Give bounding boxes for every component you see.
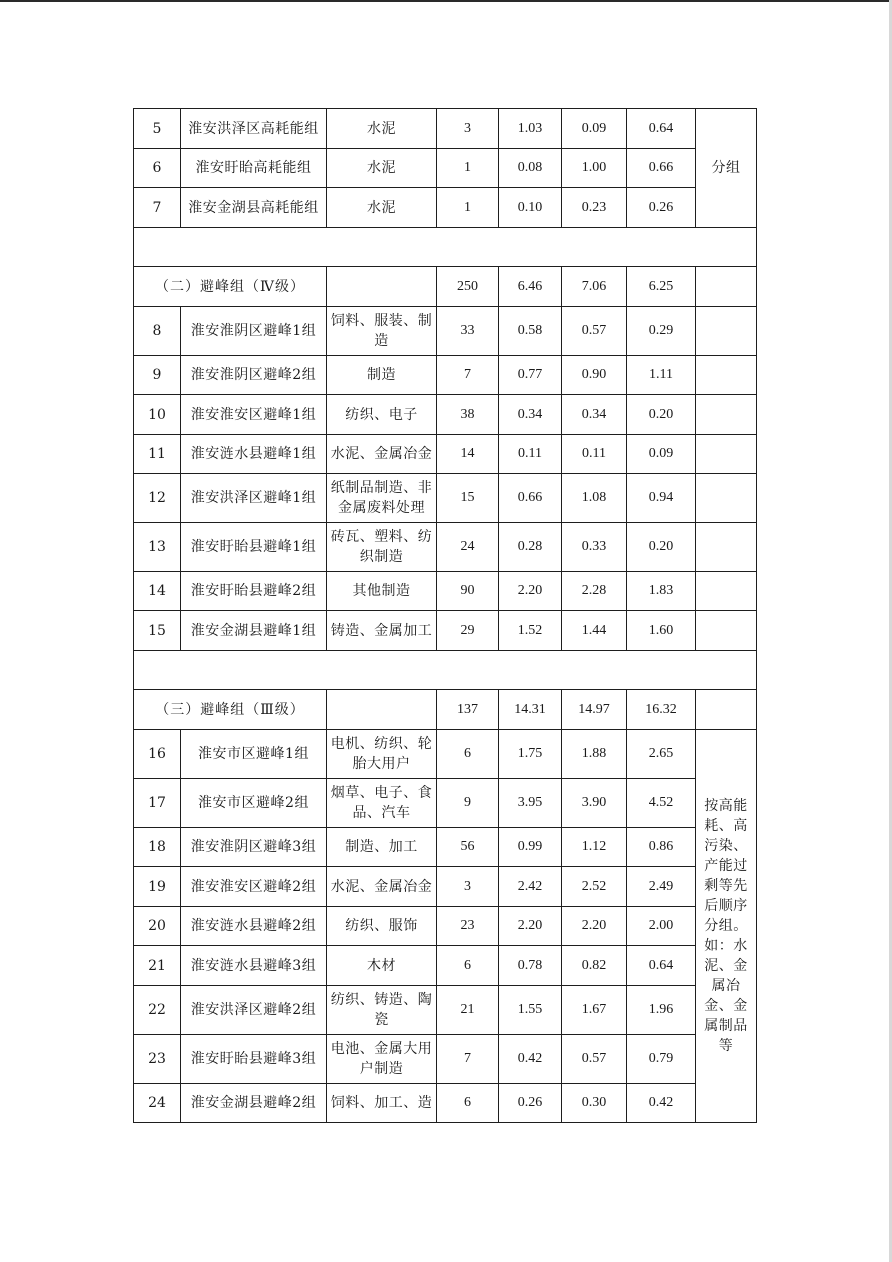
value-3: 2.49: [627, 867, 696, 907]
industry: 制造、加工: [327, 828, 437, 867]
industry: 纺织、铸造、陶瓷: [327, 986, 437, 1035]
value-2: 1.08: [562, 474, 627, 523]
value-2: 1.44: [562, 611, 627, 651]
value-3: 1.96: [627, 986, 696, 1035]
row-number: 22: [134, 986, 181, 1035]
row-number: 5: [134, 109, 181, 149]
empty-cell: [696, 572, 757, 611]
user-count: 38: [437, 395, 499, 435]
empty-cell: [696, 307, 757, 356]
table-row: [134, 435, 757, 474]
row-number: 17: [134, 779, 181, 828]
industry: 水泥、金属冶金: [327, 435, 437, 474]
industry: 砖瓦、塑料、纺织制造: [327, 523, 437, 572]
group-name: 淮安淮安区避峰2组: [181, 867, 327, 907]
industry: 电池、金属大用户制造: [327, 1035, 437, 1084]
value-1: 0.66: [499, 474, 562, 523]
value-2: 0.11: [562, 435, 627, 474]
user-count: 6: [437, 1084, 499, 1123]
group-name: 淮安涟水县避峰2组: [181, 907, 327, 946]
user-count: 3: [437, 109, 499, 149]
group-name: 淮安涟水县避峰1组: [181, 435, 327, 474]
remark: 按高能耗、高污染、产能过剩等先后顺序分组。如：水泥、金属冶金、金属制品等: [696, 730, 757, 1123]
table-row: [134, 828, 757, 867]
table-row: [134, 474, 757, 523]
group-name: 淮安涟水县避峰3组: [181, 946, 327, 986]
value-2: 1.00: [562, 149, 627, 188]
user-count: 6: [437, 946, 499, 986]
value-2: 0.34: [562, 395, 627, 435]
group-name: 淮安盱眙高耗能组: [181, 149, 327, 188]
industry: 制造: [327, 356, 437, 395]
industry: 纺织、服饰: [327, 907, 437, 946]
group-label: （三）避峰组（Ⅲ级）: [134, 690, 327, 730]
group-name: 淮安洪泽区避峰2组: [181, 986, 327, 1035]
value-3: 0.64: [627, 946, 696, 986]
row-number: 19: [134, 867, 181, 907]
group-name: 淮安市区避峰2组: [181, 779, 327, 828]
user-count: 29: [437, 611, 499, 651]
empty-cell: [696, 395, 757, 435]
value-2: 1.88: [562, 730, 627, 779]
value-3: 0.66: [627, 149, 696, 188]
group-name: 淮安金湖县避峰1组: [181, 611, 327, 651]
row-number: 11: [134, 435, 181, 474]
value-3: 4.52: [627, 779, 696, 828]
value-3: 0.20: [627, 395, 696, 435]
value-2: 0.23: [562, 188, 627, 228]
value-3: 0.86: [627, 828, 696, 867]
group-name: 淮安金湖县高耗能组: [181, 188, 327, 228]
user-count: 6: [437, 730, 499, 779]
value-3: 0.29: [627, 307, 696, 356]
remark: 分组: [696, 109, 757, 228]
group-value-2: 14.97: [562, 690, 627, 730]
value-2: 0.82: [562, 946, 627, 986]
industry: 纸制品制造、非金属废料处理: [327, 474, 437, 523]
row-number: 16: [134, 730, 181, 779]
row-number: 12: [134, 474, 181, 523]
value-3: 0.09: [627, 435, 696, 474]
value-1: 0.10: [499, 188, 562, 228]
table-row: [134, 523, 757, 572]
industry: 纺织、电子: [327, 395, 437, 435]
value-1: 1.75: [499, 730, 562, 779]
empty-cell: [134, 651, 757, 690]
user-count: 1: [437, 149, 499, 188]
group-name: 淮安淮阴区避峰3组: [181, 828, 327, 867]
industry: 其他制造: [327, 572, 437, 611]
value-1: 2.42: [499, 867, 562, 907]
industry: 饲料、服装、制造: [327, 307, 437, 356]
value-1: 0.34: [499, 395, 562, 435]
user-count: 3: [437, 867, 499, 907]
user-count: 90: [437, 572, 499, 611]
empty-cell: [696, 435, 757, 474]
industry: 水泥: [327, 109, 437, 149]
group-name: 淮安淮安区避峰1组: [181, 395, 327, 435]
value-3: 0.94: [627, 474, 696, 523]
group-name: 淮安金湖县避峰2组: [181, 1084, 327, 1123]
table-row: [134, 109, 757, 149]
industry: 水泥: [327, 188, 437, 228]
row-number: 10: [134, 395, 181, 435]
value-1: 0.58: [499, 307, 562, 356]
spacer-row: [134, 228, 757, 267]
user-count: 9: [437, 779, 499, 828]
industry: 烟草、电子、食品、汽车: [327, 779, 437, 828]
value-1: 0.26: [499, 1084, 562, 1123]
load-group-table: [133, 108, 757, 1123]
empty-cell: [696, 611, 757, 651]
value-1: 2.20: [499, 572, 562, 611]
empty-cell: [327, 690, 437, 730]
value-1: 0.08: [499, 149, 562, 188]
group-header-row: [134, 267, 757, 307]
value-1: 1.52: [499, 611, 562, 651]
user-count: 7: [437, 1035, 499, 1084]
table-row: [134, 395, 757, 435]
row-number: 6: [134, 149, 181, 188]
table-row: [134, 779, 757, 828]
empty-cell: [696, 267, 757, 307]
value-3: 2.00: [627, 907, 696, 946]
value-1: 0.78: [499, 946, 562, 986]
value-1: 2.20: [499, 907, 562, 946]
table-row: [134, 730, 757, 779]
value-1: 0.99: [499, 828, 562, 867]
group-name: 淮安洪泽区避峰1组: [181, 474, 327, 523]
empty-cell: [134, 228, 757, 267]
row-number: 13: [134, 523, 181, 572]
group-value-3: 16.32: [627, 690, 696, 730]
group-name: 淮安盱眙县避峰2组: [181, 572, 327, 611]
table-row: [134, 188, 757, 228]
group-name: 淮安市区避峰1组: [181, 730, 327, 779]
row-number: 20: [134, 907, 181, 946]
table-row: [134, 356, 757, 395]
table-row: [134, 611, 757, 651]
value-1: 0.11: [499, 435, 562, 474]
group-value-2: 7.06: [562, 267, 627, 307]
row-number: 9: [134, 356, 181, 395]
empty-cell: [696, 474, 757, 523]
group-value-3: 6.25: [627, 267, 696, 307]
group-name: 淮安淮阴区避峰1组: [181, 307, 327, 356]
row-number: 21: [134, 946, 181, 986]
value-3: 1.11: [627, 356, 696, 395]
value-3: 0.26: [627, 188, 696, 228]
table-row: [134, 1084, 757, 1123]
user-count: 14: [437, 435, 499, 474]
table-row: [134, 307, 757, 356]
group-label: （二）避峰组（Ⅳ级）: [134, 267, 327, 307]
table-row: [134, 986, 757, 1035]
empty-cell: [696, 356, 757, 395]
value-1: 3.95: [499, 779, 562, 828]
group-value-1: 14.31: [499, 690, 562, 730]
value-2: 0.57: [562, 1035, 627, 1084]
group-count: 137: [437, 690, 499, 730]
industry: 饲料、加工、造: [327, 1084, 437, 1123]
value-2: 1.12: [562, 828, 627, 867]
user-count: 1: [437, 188, 499, 228]
table-row: [134, 867, 757, 907]
empty-cell: [696, 690, 757, 730]
value-2: 0.33: [562, 523, 627, 572]
value-2: 1.67: [562, 986, 627, 1035]
value-2: 0.30: [562, 1084, 627, 1123]
value-3: 1.83: [627, 572, 696, 611]
user-count: 15: [437, 474, 499, 523]
value-3: 1.60: [627, 611, 696, 651]
table-row: [134, 572, 757, 611]
group-name: 淮安盱眙县避峰3组: [181, 1035, 327, 1084]
user-count: 56: [437, 828, 499, 867]
value-3: 0.20: [627, 523, 696, 572]
value-2: 0.57: [562, 307, 627, 356]
value-3: 0.79: [627, 1035, 696, 1084]
row-number: 24: [134, 1084, 181, 1123]
user-count: 7: [437, 356, 499, 395]
industry: 木材: [327, 946, 437, 986]
page-top-border: [0, 0, 892, 2]
industry: 电机、纺织、轮胎大用户: [327, 730, 437, 779]
value-1: 1.55: [499, 986, 562, 1035]
group-name: 淮安洪泽区高耗能组: [181, 109, 327, 149]
value-3: 0.64: [627, 109, 696, 149]
row-number: 18: [134, 828, 181, 867]
user-count: 24: [437, 523, 499, 572]
empty-cell: [327, 267, 437, 307]
value-2: 3.90: [562, 779, 627, 828]
row-number: 23: [134, 1035, 181, 1084]
group-count: 250: [437, 267, 499, 307]
value-1: 0.28: [499, 523, 562, 572]
value-2: 0.09: [562, 109, 627, 149]
industry: 水泥: [327, 149, 437, 188]
user-count: 33: [437, 307, 499, 356]
industry: 水泥、金属冶金: [327, 867, 437, 907]
group-header-row: [134, 690, 757, 730]
user-count: 23: [437, 907, 499, 946]
value-3: 2.65: [627, 730, 696, 779]
value-2: 2.52: [562, 867, 627, 907]
group-name: 淮安盱眙县避峰1组: [181, 523, 327, 572]
value-2: 2.20: [562, 907, 627, 946]
value-2: 0.90: [562, 356, 627, 395]
table-row: [134, 946, 757, 986]
table-row: [134, 149, 757, 188]
row-number: 8: [134, 307, 181, 356]
group-name: 淮安淮阴区避峰2组: [181, 356, 327, 395]
empty-cell: [696, 523, 757, 572]
user-count: 21: [437, 986, 499, 1035]
value-2: 2.28: [562, 572, 627, 611]
row-number: 7: [134, 188, 181, 228]
row-number: 15: [134, 611, 181, 651]
value-1: 0.77: [499, 356, 562, 395]
industry: 铸造、金属加工: [327, 611, 437, 651]
value-3: 0.42: [627, 1084, 696, 1123]
value-1: 0.42: [499, 1035, 562, 1084]
value-1: 1.03: [499, 109, 562, 149]
table-row: [134, 907, 757, 946]
table-row: [134, 1035, 757, 1084]
spacer-row: [134, 651, 757, 690]
row-number: 14: [134, 572, 181, 611]
group-value-1: 6.46: [499, 267, 562, 307]
